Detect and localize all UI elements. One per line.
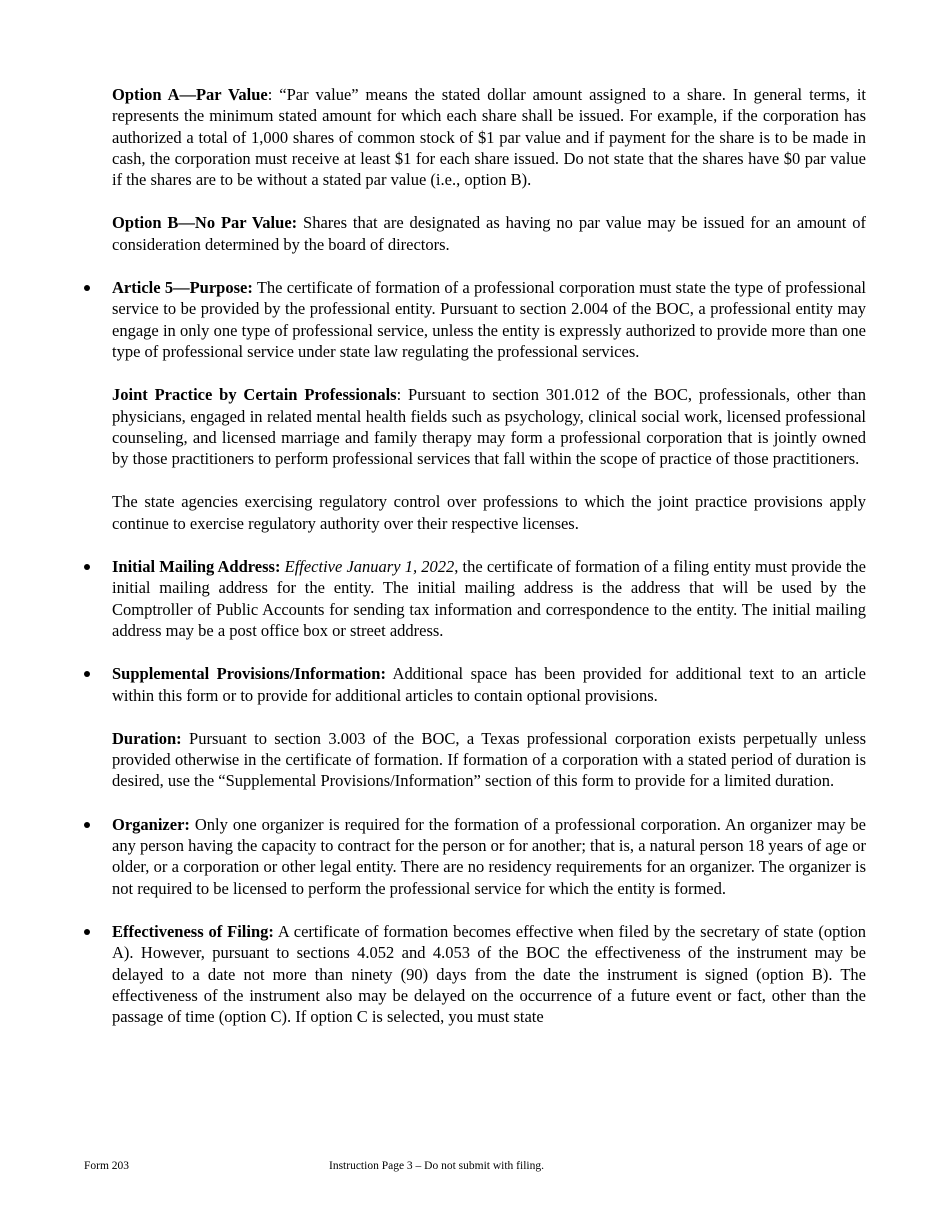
joint-practice-paragraph xyxy=(112,384,866,469)
initial-mailing-bullet xyxy=(112,556,866,641)
footer-form-number: Form 203 xyxy=(84,1160,130,1172)
organizer-bullet xyxy=(112,814,866,899)
organizer-text: Only one organizer is required for the formation of a professional corporation. An organizer may be any person having the capacity to contract for the person or for another; that is, a natural person 18 years of age or older, or a corporation or other legal entity. There are no residency requirements for an organizer. The organizer is not required to be licensed to perform the professional service for which the entity is formed. xyxy=(112,814,866,898)
bullet-icon xyxy=(84,671,90,677)
bullet-icon xyxy=(84,822,90,828)
effectiveness-heading: Effectiveness of Filing: xyxy=(112,921,274,941)
initial-mailing-effective-date: Effective January 1, 2022 xyxy=(284,557,455,577)
article-5-heading: Article 5—Purpose: xyxy=(112,278,253,298)
footer-page-label: Instruction Page 3 – Do not submit with filing. xyxy=(329,1160,544,1172)
initial-mailing-heading: Initial Mailing Address: xyxy=(112,557,281,577)
state-agencies-paragraph xyxy=(112,491,866,534)
bullet-icon xyxy=(84,929,90,935)
joint-practice-heading: Joint Practice by Certain Professionals xyxy=(112,385,397,405)
option-a-text: : “Par value” means the stated dollar amount assigned to a share. In general terms, it represents the minimum stated amount for which each share shall be issued. For example, if the corporation has authorized a total of 1,000 shares of common stock of $1 par value and if payment for the share is to be made in cash, the corporation must receive at least $1 for each share issued. Do not state that the shares have $0 par value if the shares are to be without a stated par value (i.e., option B). xyxy=(112,85,866,190)
option-a-heading: Option A—Par Value xyxy=(112,85,268,104)
organizer-heading: Organizer: xyxy=(112,814,190,834)
option-a-paragraph xyxy=(112,84,866,190)
duration-text: Pursuant to section 3.003 of the BOC, a Texas professional corporation exists perpetually unless provided otherwise in the certificate of formation. If formation of a corporation with a stated period of duration is desired, use the “Supplemental Provisions/Information” section of this form to provide for a limited duration. xyxy=(112,728,866,791)
bullet-icon xyxy=(84,564,90,570)
bullet-icon xyxy=(84,285,90,291)
effectiveness-text: A certificate of formation becomes effective when filed by the secretary of state (option A). However, pursuant to sections 4.052 and 4.053 of the BOC the effectiveness of the instrument may be delayed to a date not more than ninety (90) days from the date the instrument is signed (option B). The effectiveness of the instrument also may be delayed on the occurrence of a future event or fact, other than the passage of time (option C). If option C is selected, you must state xyxy=(112,921,867,1027)
article-5-bullet xyxy=(112,277,866,362)
instruction-page-body xyxy=(112,84,866,1027)
article-5-text: The certificate of formation of a professional corporation must state the type of professional service to be provided by the professional entity. Pursuant to section 2.004 of the BOC, a professional entity may engage in only one type of professional service, unless the entity is expressly authorized to provide more than one type of professional service under state law regulating the professional services. xyxy=(112,278,867,361)
duration-heading: Duration: xyxy=(112,728,182,748)
joint-practice-text: : Pursuant to section 301.012 of the BOC, professionals, other than physicians, engaged in related mental health fields such as psychology, clinical social work, licensed professional counseling, and licensed marriage and family therapy may form a professional corporation that is jointly owned by those practitioners to perform professional services that fall within the scope of practice of those practitioners. xyxy=(112,385,867,469)
supplemental-bullet xyxy=(112,663,866,706)
supplemental-text: Additional space has been provided for additional text to an article within this form or to provide for additional articles to contain optional provisions. xyxy=(112,664,866,705)
effectiveness-bullet xyxy=(112,921,866,1027)
duration-paragraph xyxy=(112,728,866,792)
supplemental-heading: Supplemental Provisions/Information: xyxy=(112,664,386,684)
initial-mailing-text: , the certificate of formation of a filing entity must provide the initial mailing address for the entity. The initial mailing address is the address that will be used by the Comptroller of Public Accounts for sending tax information and correspondence to the entity. The initial mailing address may be a post office box or street address. xyxy=(112,557,867,640)
option-b-heading: Option B—No Par Value: xyxy=(112,213,298,233)
option-b-text: Shares that are designated as having no par value may be issued for an amount of consideration determined by the board of directors. xyxy=(112,213,866,254)
state-agencies-text: The state agencies exercising regulatory control over professions to which the joint practice provisions apply continue to exercise regulatory authority over their respective licenses. xyxy=(112,492,866,533)
option-b-paragraph xyxy=(112,212,866,255)
